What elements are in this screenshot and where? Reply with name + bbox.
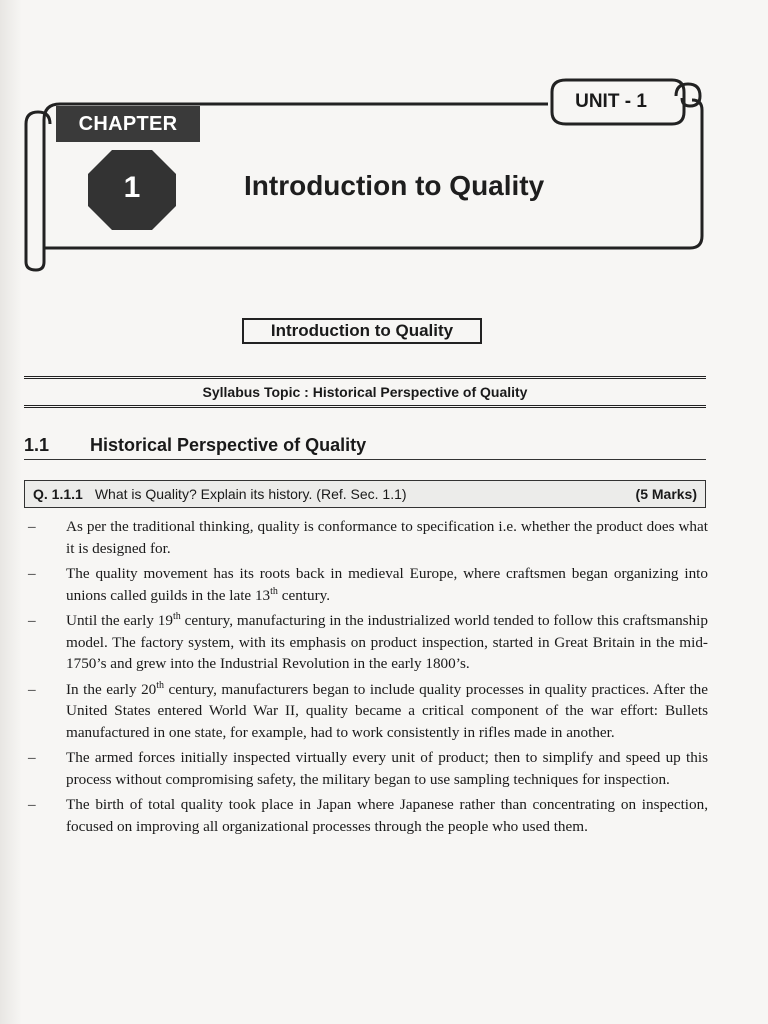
bullet-text: The quality movement has its roots back in medieval Europe, where craftsmen began organizing into unions called guilds in the late 13th century. <box>66 565 708 604</box>
question-box <box>24 480 706 508</box>
bullet-text: The birth of total quality took place in Japan where Japanese rather than concentrating on inspection, focused on improving all organizational processes through the people who used them. <box>66 796 708 835</box>
section-heading <box>24 432 706 460</box>
list-item <box>24 563 708 606</box>
list-item <box>24 516 708 559</box>
bullet-dash: – <box>28 565 36 582</box>
list-item <box>24 794 708 837</box>
chapter-label: CHAPTER <box>56 106 200 142</box>
bullet-dash: – <box>28 518 36 535</box>
bullet-dash: – <box>28 612 36 629</box>
syllabus-topic: Syllabus Topic : Historical Perspective of Quality <box>24 376 706 408</box>
bullet-text: The armed forces initially inspected virtually every unit of product; then to simplify and speed up this process without compromising safety, the military began to use sampling techniques for inspection. <box>66 749 708 788</box>
bullet-dash: – <box>28 749 36 766</box>
chapter-title: Introduction to Quality <box>244 170 545 201</box>
section-number: 1.1 <box>24 435 50 455</box>
section-title-box: Introduction to Quality <box>242 318 482 344</box>
bullet-dash: – <box>28 680 36 698</box>
bullet-list <box>24 516 708 841</box>
question-number: Q. 1.1.1 <box>33 486 83 502</box>
question-text: What is Quality? Explain its history. (Ref. Sec. 1.1) <box>94 486 407 502</box>
list-item <box>24 679 708 744</box>
bullet-text: In the early 20th century, manufacturers began to include quality processes in quality practices. After the United States entered World War II, quality became a critical component of the war effort: Bullets manufactured in one state, for example, had to work consistently in rifles made in another. <box>66 679 708 741</box>
chapter-number: 1 <box>123 171 141 204</box>
list-item <box>24 747 708 790</box>
question-marks: (5 Marks) <box>635 486 697 502</box>
unit-label: UNIT - 1 <box>575 91 647 112</box>
bullet-text: Until the early 19th century, manufacturing in the industrialized world tended to follow this craftsmanship model. The factory system, with its emphasis on product inspection, started in Great Britain in the mid-1750’s and grew into the Industrial Revolution in the early 1800’s. <box>66 610 708 672</box>
section-title: Historical Perspective of Quality <box>90 435 367 455</box>
bullet-dash: – <box>28 796 36 813</box>
bullet-text: As per the traditional thinking, quality is conformance to specification i.e. whether the product does what it is designed for. <box>66 518 708 557</box>
list-item <box>24 610 708 675</box>
